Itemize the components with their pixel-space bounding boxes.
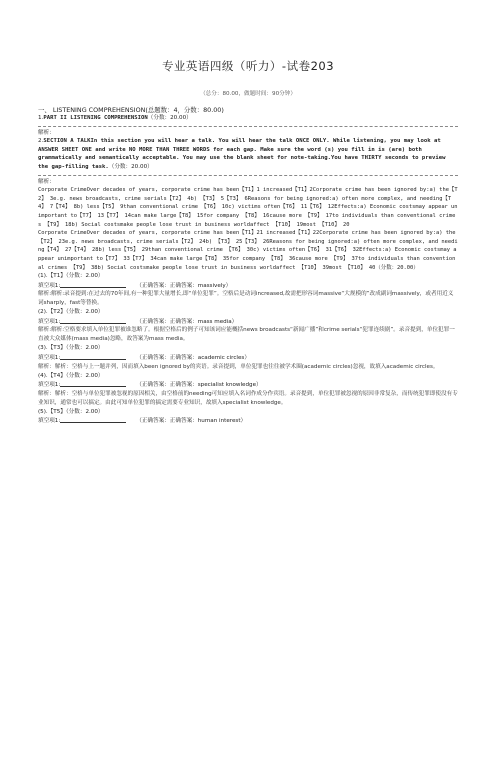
document-page (0, 58, 496, 760)
question-2-score: （分数：20.00） (108, 163, 153, 170)
question-2-explanation-label: 解析： (38, 178, 55, 185)
answer-items (38, 272, 458, 426)
fill-line (38, 281, 458, 291)
fill-label: 填空项1: (38, 318, 61, 325)
fill-label: 填空项1: (38, 282, 61, 289)
item-heading: (1).【T1】（分数：2.00） (38, 273, 104, 280)
answer-blank[interactable] (60, 416, 126, 423)
correct-answer: （正确答案：正确答案：specialist knowledge） (136, 382, 262, 389)
answer-item (38, 272, 458, 308)
question-2-number: 2. (38, 138, 44, 145)
divider (38, 126, 458, 127)
fill-line (38, 380, 458, 390)
correct-answer: （正确答案：正确答案：human interest） (136, 418, 247, 425)
item-explanation: 解析：解析：空格与上一题并列，因而填入been ignored by的宾语。录音提到，单位犯罪也往往被学术圈(academic circles)忽视，故填入academic circles。 (38, 363, 439, 370)
section-heading: 一、 LISTENING COMPREHENSION(总题数：4，分数：80.00) (38, 106, 224, 114)
correct-answer: （正确答案：正确答案：academic circles） (136, 355, 250, 362)
answer-item (38, 344, 458, 371)
item-explanation: 解析:解析:空格要求填入单位犯罪被谁忽略了。根据空格后的例子可知该词应能概括news broadcasts“新闻广播”和crime serials“犯罪连续剧”。录音提到，单位犯罪一直被大众媒体(mass media)忽略，故答案为mass media。 (38, 327, 455, 343)
item-heading: (4).【T4】（分数：2.00） (38, 372, 104, 379)
answer-item (38, 308, 458, 344)
question-2-instructions: SECTION A TALKIn this section you will hear a talk. You will hear the talk ONCE ONLY. While listening, you may look at ANSWER SHEET ONE and write NO MORE THAN THREE WORDS for each gap. Make sure the word (s) you fill in is (are) both grammatically and semantically acceptable. You may use the blank sheet for note-taking.You have THIRTY seconds to preview the gap-filling task. (38, 138, 446, 170)
question-1 (38, 114, 458, 123)
fill-line (38, 353, 458, 363)
answer-blank[interactable] (60, 317, 126, 324)
answer-item (38, 372, 458, 408)
item-heading: (3).【T3】（分数：2.00） (38, 345, 104, 352)
answer-blank[interactable] (60, 353, 126, 360)
correct-answer: （正确答案：正确答案：mass media） (136, 318, 238, 325)
question-1-number: 1. (38, 115, 44, 121)
item-explanation: 解析：解析：空格与单位犯罪被忽视的原因相关，由空格前的needing可知应填入名词作成分作宾语。录音提到，单位犯罪被忽视的原因非常复杂，而传统犯罪即使没有专业知识，通常也可以搞定。由此可知单位犯罪的搞定需要专业知识，故填入specialist knowledge。 (38, 390, 458, 406)
item-heading: (2).【T2】（分数：2.00） (38, 309, 104, 316)
fill-label: 填空项1: (38, 355, 61, 362)
fill-label: 填空项1: (38, 418, 61, 425)
correct-answer: （正确答案：正确答案：massively） (136, 282, 232, 289)
question-1-score: （分数：20.00） (147, 115, 192, 121)
answer-item (38, 408, 458, 426)
question-1-title: PART II LISTENING COMPREHENSION (43, 115, 148, 121)
passage-outline-2: Corporate CrimeOver decades of years, corporate crime has been【T1】21 increased【T1】22Corporate crime has been ignored by:a) the【T2】 23e.g. news broadcasts, crime serials【T2】 24b) 【T3】 25【T3】 26Reasons for being ignored:a) often more complex, and needing【T4】 27【T4】 28b) less【T5】 29than conventional crime 【T6】 30c) victims often【T6】 31【T6】 32Effects:a) Economic costsmay appear unimportant to【T7】 33【T7】 34can make large【T8】 35for company 【T8】 36cause more 【T9】 37to individuals than conventional crimes 【T9】 38b) Social costsmake people lose trust in business worldaffect 【T10】 39most 【T10】 40（分数：20.00） (38, 230, 458, 271)
fill-label: 填空项1: (38, 382, 61, 389)
page-title: 专业英语四级（听力）-试卷203 (161, 59, 335, 73)
item-explanation: 解析:解析:录音提到:在过去的70年间,有一种犯罪大量增长,即“单位犯罪”。空格后是动词increased,故需把形容词massive“大规模的”改成副词massively，或者用近义词sharply，fast等替换。 (38, 291, 454, 307)
fill-line (38, 317, 458, 327)
question-2 (38, 137, 458, 171)
fill-line (38, 416, 458, 426)
passage-outline-1: Corporate CrimeOver decades of years, corporate crime has been【T1】1 increased【T1】2Corporate crime has been ignored by:a) the【T2】 3e.g. news broadcasts, crime serials【T2】 4b) 【T3】 5【T3】 6Reasons for being ignored:a) often more complex, and needing【T4】 7【T4】 8b) less【T5】 9than conventional crime 【T6】 10c) victims often【T6】 11【T6】 12Effects:a) Economic costsmay appear unimportant to【T7】 13【T7】 14can make large【T8】 15for company 【T8】 16cause more 【T9】 17to individuals than conventional crimes 【T9】 18b) Social costsmake people lose trust in business worldaffect 【T10】 19most 【T10】 20 (38, 187, 458, 228)
answer-blank[interactable] (60, 281, 126, 288)
page-subtitle: （总分：80.00，做题时间：90分钟） (200, 91, 296, 97)
question-1-explanation-label: 解析： (38, 129, 55, 136)
item-heading: (5).【T5】（分数：2.00） (38, 408, 104, 415)
divider (38, 175, 458, 176)
answer-blank[interactable] (60, 380, 126, 387)
